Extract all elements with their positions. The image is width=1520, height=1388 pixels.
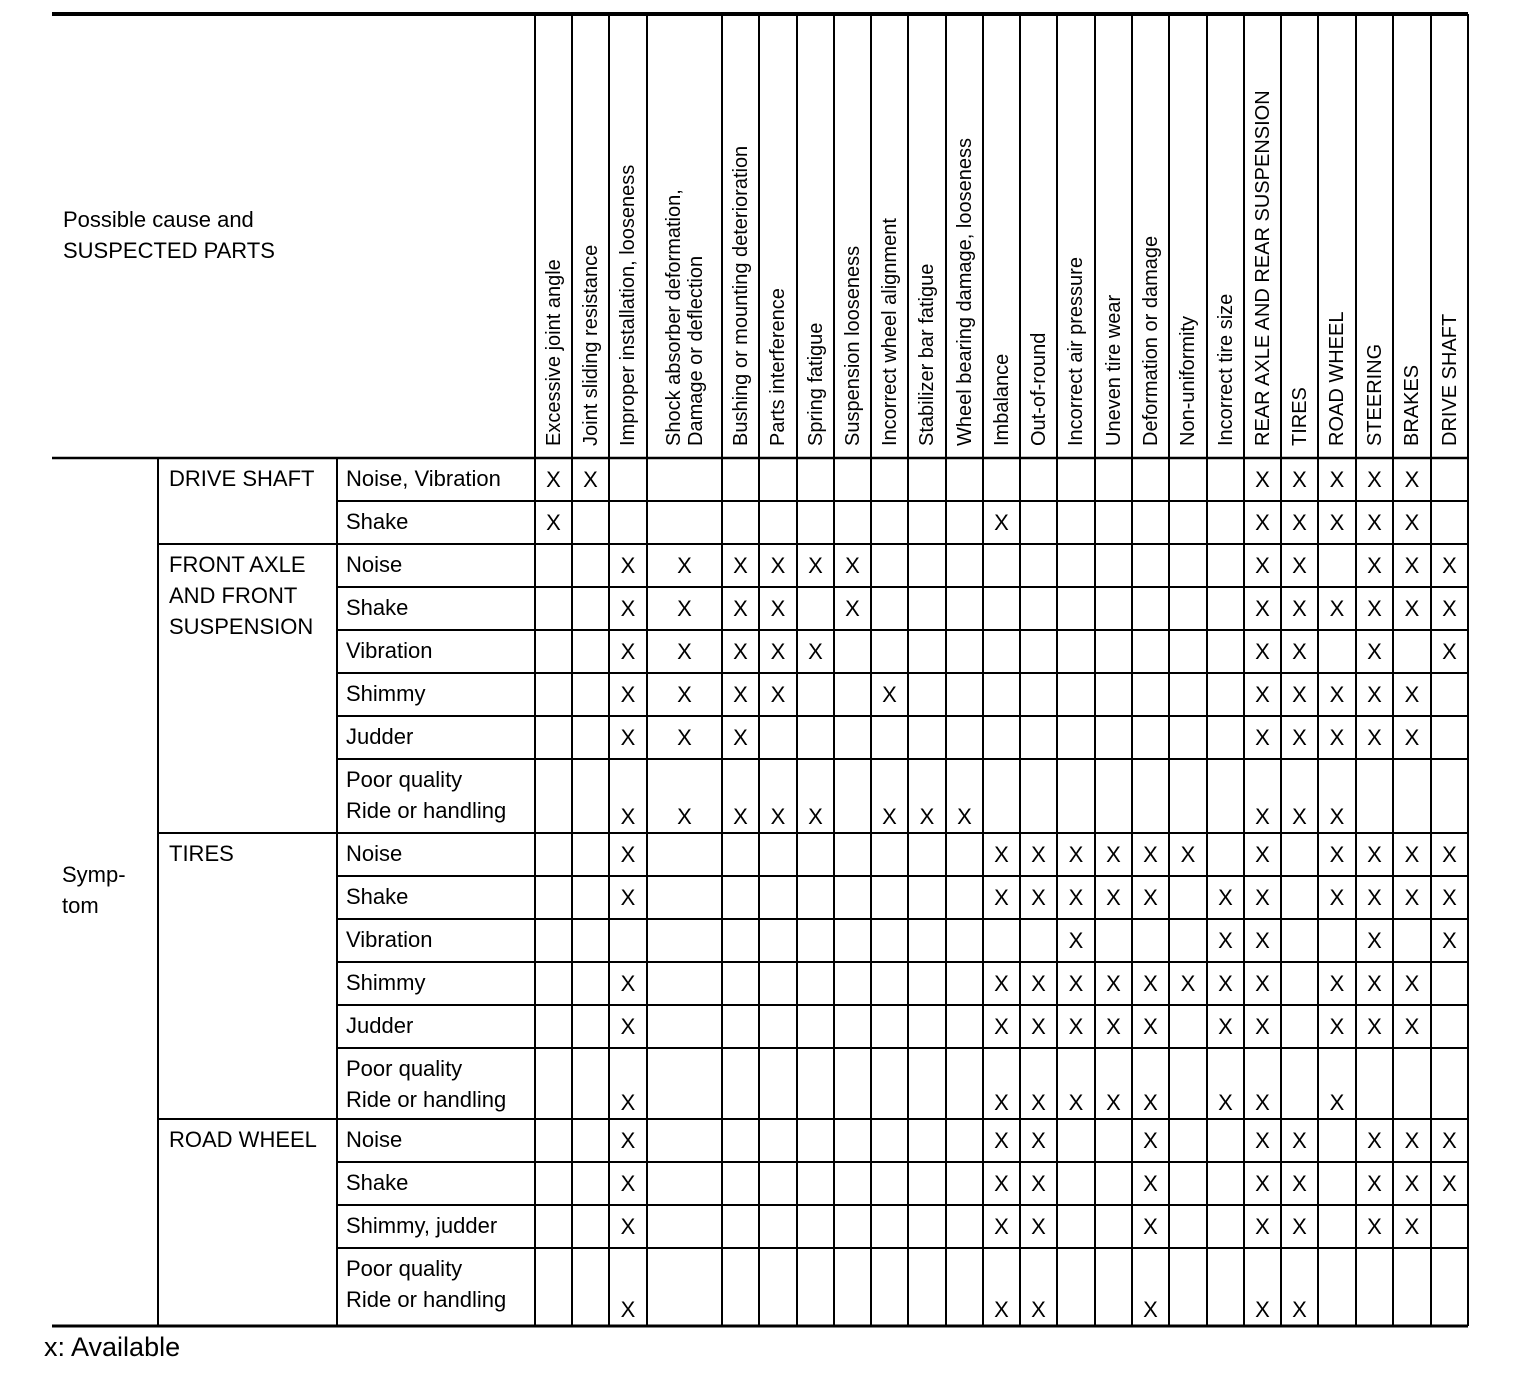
available-mark: X xyxy=(1404,552,1420,578)
available-mark: X xyxy=(1255,1013,1270,1039)
available-mark: X xyxy=(733,724,748,750)
available-mark: X xyxy=(546,509,561,535)
available-mark: X xyxy=(845,552,860,578)
available-mark: X xyxy=(1255,681,1270,707)
available-mark: X xyxy=(1442,927,1457,953)
available-mark: X xyxy=(808,552,823,578)
available-mark: X xyxy=(620,724,636,750)
available-mark: X xyxy=(1442,638,1457,664)
available-mark: X xyxy=(1442,595,1457,621)
available-mark: X xyxy=(620,1297,636,1322)
available-mark: X xyxy=(1404,841,1420,867)
available-mark: X xyxy=(1329,466,1345,492)
available-mark: X xyxy=(1367,595,1382,621)
available-mark: X xyxy=(620,681,636,707)
available-mark: X xyxy=(677,552,692,578)
available-mark: X xyxy=(1255,509,1270,535)
category-label: FRONT AXLE AND FRONT SUSPENSION xyxy=(169,552,314,639)
symptom-label: Symp- tom xyxy=(62,862,126,918)
available-mark: X xyxy=(1292,1127,1307,1153)
available-mark: X xyxy=(546,466,561,492)
available-mark: X xyxy=(1180,841,1196,867)
available-mark: X xyxy=(1367,1013,1382,1039)
symptom-row-label: Shake xyxy=(346,509,409,534)
available-mark: X xyxy=(1255,1213,1270,1239)
available-mark: X xyxy=(1404,1127,1420,1153)
symptom-row-label: Vibration xyxy=(346,927,433,952)
available-mark: X xyxy=(1367,552,1382,578)
available-mark: X xyxy=(1367,884,1382,910)
available-mark: X xyxy=(1367,841,1382,867)
available-mark: X xyxy=(770,552,786,578)
footnote: x: Available xyxy=(44,1332,181,1362)
available-mark: X xyxy=(1255,970,1270,996)
available-mark: X xyxy=(1367,927,1382,953)
column-header: Incorrect air pressure xyxy=(1065,257,1087,446)
available-mark: X xyxy=(1143,1013,1158,1039)
available-mark: X xyxy=(1292,804,1307,829)
available-mark: X xyxy=(1031,1297,1046,1322)
available-mark: X xyxy=(620,804,636,829)
symptom-row-label: Shake xyxy=(346,1170,409,1195)
symptom-row-label: Poor quality Ride or handling xyxy=(346,767,507,823)
available-mark: X xyxy=(620,1127,636,1153)
available-mark: X xyxy=(1329,1090,1345,1115)
available-mark: X xyxy=(677,804,692,829)
available-mark: X xyxy=(1367,1213,1382,1239)
available-mark: X xyxy=(1329,509,1345,535)
symptom-row-label: Poor quality Ride or handling xyxy=(346,1256,507,1312)
available-mark: X xyxy=(620,884,636,910)
available-mark: X xyxy=(1218,1013,1233,1039)
category-label: TIRES xyxy=(169,841,234,866)
available-mark: X xyxy=(1442,552,1457,578)
available-mark: X xyxy=(733,552,748,578)
available-mark: X xyxy=(1404,681,1420,707)
available-mark: X xyxy=(1292,638,1307,664)
available-mark: X xyxy=(1255,1127,1270,1153)
available-mark: X xyxy=(1404,884,1420,910)
column-header: Wheel bearing damage, looseness xyxy=(953,138,976,446)
column-header: Incorrect wheel alignment xyxy=(878,218,901,446)
column-header: DRIVE SHAFT xyxy=(1438,313,1461,446)
available-mark: X xyxy=(1106,1013,1121,1039)
column-header: Suspension looseness xyxy=(841,245,864,446)
available-mark: X xyxy=(1292,466,1307,492)
column-header: Deformation or damage xyxy=(1139,235,1162,446)
table-title: Possible cause and SUSPECTED PARTS xyxy=(63,207,275,263)
column-header: Incorrect tire size xyxy=(1214,293,1237,446)
available-mark: X xyxy=(1404,509,1420,535)
available-mark: X xyxy=(1218,1090,1233,1115)
column-header: Spring fatigue xyxy=(804,322,827,446)
available-mark: X xyxy=(1367,466,1382,492)
available-mark: X xyxy=(1404,724,1420,750)
available-mark: X xyxy=(1329,841,1345,867)
available-mark: X xyxy=(1031,841,1046,867)
available-mark: X xyxy=(620,638,636,664)
available-mark: X xyxy=(994,841,1009,867)
available-mark: X xyxy=(1255,595,1270,621)
available-mark: X xyxy=(1292,1170,1307,1196)
available-mark: X xyxy=(1442,1170,1457,1196)
available-mark: X xyxy=(733,595,748,621)
available-mark: X xyxy=(1367,724,1382,750)
available-mark: X xyxy=(994,1127,1009,1153)
available-mark: X xyxy=(1031,884,1046,910)
column-header: BRAKES xyxy=(1401,364,1423,446)
column-header: Excessive joint angle xyxy=(542,259,565,446)
category-label: ROAD WHEEL xyxy=(169,1127,317,1152)
available-mark: X xyxy=(1068,841,1084,867)
available-mark: X xyxy=(620,970,636,996)
available-mark: X xyxy=(1329,1013,1345,1039)
available-mark: X xyxy=(1329,595,1345,621)
available-mark: X xyxy=(1367,638,1382,664)
symptom-row-label: Noise xyxy=(346,552,403,577)
available-mark: X xyxy=(1068,970,1084,996)
available-mark: X xyxy=(1031,1170,1046,1196)
available-mark: X xyxy=(1404,595,1420,621)
available-mark: X xyxy=(994,1090,1009,1115)
available-mark: X xyxy=(1143,1170,1158,1196)
column-header: ROAD WHEEL xyxy=(1326,311,1348,446)
available-mark: X xyxy=(994,1297,1009,1322)
available-mark: X xyxy=(1143,841,1158,867)
available-mark: X xyxy=(1218,970,1233,996)
available-mark: X xyxy=(677,724,692,750)
available-mark: X xyxy=(994,1213,1009,1239)
available-mark: X xyxy=(808,804,823,829)
available-mark: X xyxy=(1329,724,1345,750)
column-header: Improper installation, looseness xyxy=(617,164,639,446)
available-mark: X xyxy=(1255,927,1270,953)
symptom-row-label: Shimmy xyxy=(346,970,426,995)
available-mark: X xyxy=(770,681,786,707)
available-mark: X xyxy=(1255,841,1270,867)
available-mark: X xyxy=(770,595,786,621)
symptom-row-label: Shake xyxy=(346,884,409,909)
available-mark: X xyxy=(1255,1297,1270,1322)
symptom-row-label: Shimmy xyxy=(346,681,426,706)
available-mark: X xyxy=(1068,927,1084,953)
category-label: DRIVE SHAFT xyxy=(169,466,315,491)
symptom-row-label: Vibration xyxy=(346,638,433,663)
available-mark: X xyxy=(1292,724,1307,750)
available-mark: X xyxy=(733,681,748,707)
available-mark: X xyxy=(1442,1127,1457,1153)
column-header: Parts interference xyxy=(767,288,789,446)
available-mark: X xyxy=(994,1013,1009,1039)
column-header: Shock absorber deformation, Damage or deflection xyxy=(662,189,707,446)
available-mark: X xyxy=(994,884,1009,910)
column-header: Stabilizer bar fatigue xyxy=(916,263,938,446)
available-mark: X xyxy=(1143,1213,1158,1239)
available-mark: X xyxy=(1143,884,1158,910)
available-mark: X xyxy=(1218,884,1233,910)
available-mark: X xyxy=(1442,841,1457,867)
available-mark: X xyxy=(1292,1213,1307,1239)
available-mark: X xyxy=(1106,884,1121,910)
available-mark: X xyxy=(1031,970,1046,996)
available-mark: X xyxy=(620,1213,636,1239)
available-mark: X xyxy=(1143,1127,1158,1153)
available-mark: X xyxy=(1255,638,1270,664)
available-mark: X xyxy=(1031,1127,1046,1153)
column-header: Out-of-round xyxy=(1027,332,1050,446)
available-mark: X xyxy=(1292,509,1307,535)
available-mark: X xyxy=(1329,884,1345,910)
available-mark: X xyxy=(1404,466,1420,492)
available-mark: X xyxy=(1031,1213,1046,1239)
column-header: Non-uniformity xyxy=(1177,315,1199,446)
column-header: Bushing or mounting deterioration xyxy=(729,145,752,446)
available-mark: X xyxy=(770,804,786,829)
symptom-row-label: Poor quality Ride or handling xyxy=(346,1056,507,1112)
available-mark: X xyxy=(994,1170,1009,1196)
available-mark: X xyxy=(994,509,1009,535)
available-mark: X xyxy=(1255,884,1270,910)
available-mark: X xyxy=(1255,552,1270,578)
available-mark: X xyxy=(677,638,692,664)
available-mark: X xyxy=(1143,1297,1158,1322)
symptom-row-label: Judder xyxy=(346,724,414,749)
available-mark: X xyxy=(1442,884,1457,910)
symptom-row-label: Shake xyxy=(346,595,409,620)
available-mark: X xyxy=(1218,927,1233,953)
available-mark: X xyxy=(1255,1090,1270,1115)
available-mark: X xyxy=(1292,552,1307,578)
available-mark: X xyxy=(1180,970,1196,996)
available-mark: X xyxy=(1292,595,1307,621)
available-mark: X xyxy=(1068,1090,1084,1115)
available-mark: X xyxy=(1255,804,1270,829)
available-mark: X xyxy=(1106,970,1121,996)
available-mark: X xyxy=(882,804,897,829)
available-mark: X xyxy=(733,804,748,829)
available-mark: X xyxy=(1143,1090,1158,1115)
available-mark: X xyxy=(1367,1127,1382,1153)
available-mark: X xyxy=(677,595,692,621)
available-mark: X xyxy=(919,804,935,829)
available-mark: X xyxy=(1367,509,1382,535)
symptom-row-label: Noise xyxy=(346,1127,403,1152)
column-header: Uneven tire wear xyxy=(1102,294,1125,446)
available-mark: X xyxy=(620,595,636,621)
available-mark: X xyxy=(677,681,692,707)
available-mark: X xyxy=(1255,466,1270,492)
available-mark: X xyxy=(1404,1213,1420,1239)
available-mark: X xyxy=(583,466,598,492)
available-mark: X xyxy=(882,681,897,707)
available-mark: X xyxy=(620,841,636,867)
available-mark: X xyxy=(620,1013,636,1039)
available-mark: X xyxy=(1292,681,1307,707)
available-mark: X xyxy=(1292,1297,1307,1322)
available-mark: X xyxy=(1367,681,1382,707)
available-mark: X xyxy=(1367,970,1382,996)
symptom-row-label: Noise, Vibration xyxy=(346,466,501,491)
available-mark: X xyxy=(1404,1170,1420,1196)
symptom-row-label: Judder xyxy=(346,1013,414,1038)
available-mark: X xyxy=(845,595,860,621)
available-mark: X xyxy=(808,638,823,664)
available-mark: X xyxy=(620,1090,636,1115)
available-mark: X xyxy=(1031,1090,1046,1115)
column-header: TIRES xyxy=(1288,387,1311,446)
available-mark: X xyxy=(1068,884,1084,910)
available-mark: X xyxy=(733,638,748,664)
available-mark: X xyxy=(1255,724,1270,750)
available-mark: X xyxy=(1106,841,1121,867)
symptom-row-label: Noise xyxy=(346,841,403,866)
column-header: STEERING xyxy=(1363,343,1386,446)
available-mark: X xyxy=(1404,970,1420,996)
available-mark: X xyxy=(770,638,786,664)
available-mark: X xyxy=(1329,804,1345,829)
available-mark: X xyxy=(1255,1170,1270,1196)
symptom-row-label: Shimmy, judder xyxy=(346,1213,498,1238)
column-header: Joint sliding resistance xyxy=(579,244,602,446)
available-mark: X xyxy=(994,970,1009,996)
available-mark: X xyxy=(1329,681,1345,707)
available-mark: X xyxy=(620,552,636,578)
column-header: Imbalance xyxy=(990,353,1013,446)
available-mark: X xyxy=(1329,970,1345,996)
available-mark: X xyxy=(1143,970,1158,996)
available-mark: X xyxy=(1068,1013,1084,1039)
available-mark: X xyxy=(1031,1013,1046,1039)
available-mark: X xyxy=(1367,1170,1382,1196)
column-header: REAR AXLE AND REAR SUSPENSION xyxy=(1251,90,1274,446)
available-mark: X xyxy=(957,804,972,829)
available-mark: X xyxy=(1404,1013,1420,1039)
available-mark: X xyxy=(620,1170,636,1196)
available-mark: X xyxy=(1106,1090,1121,1115)
